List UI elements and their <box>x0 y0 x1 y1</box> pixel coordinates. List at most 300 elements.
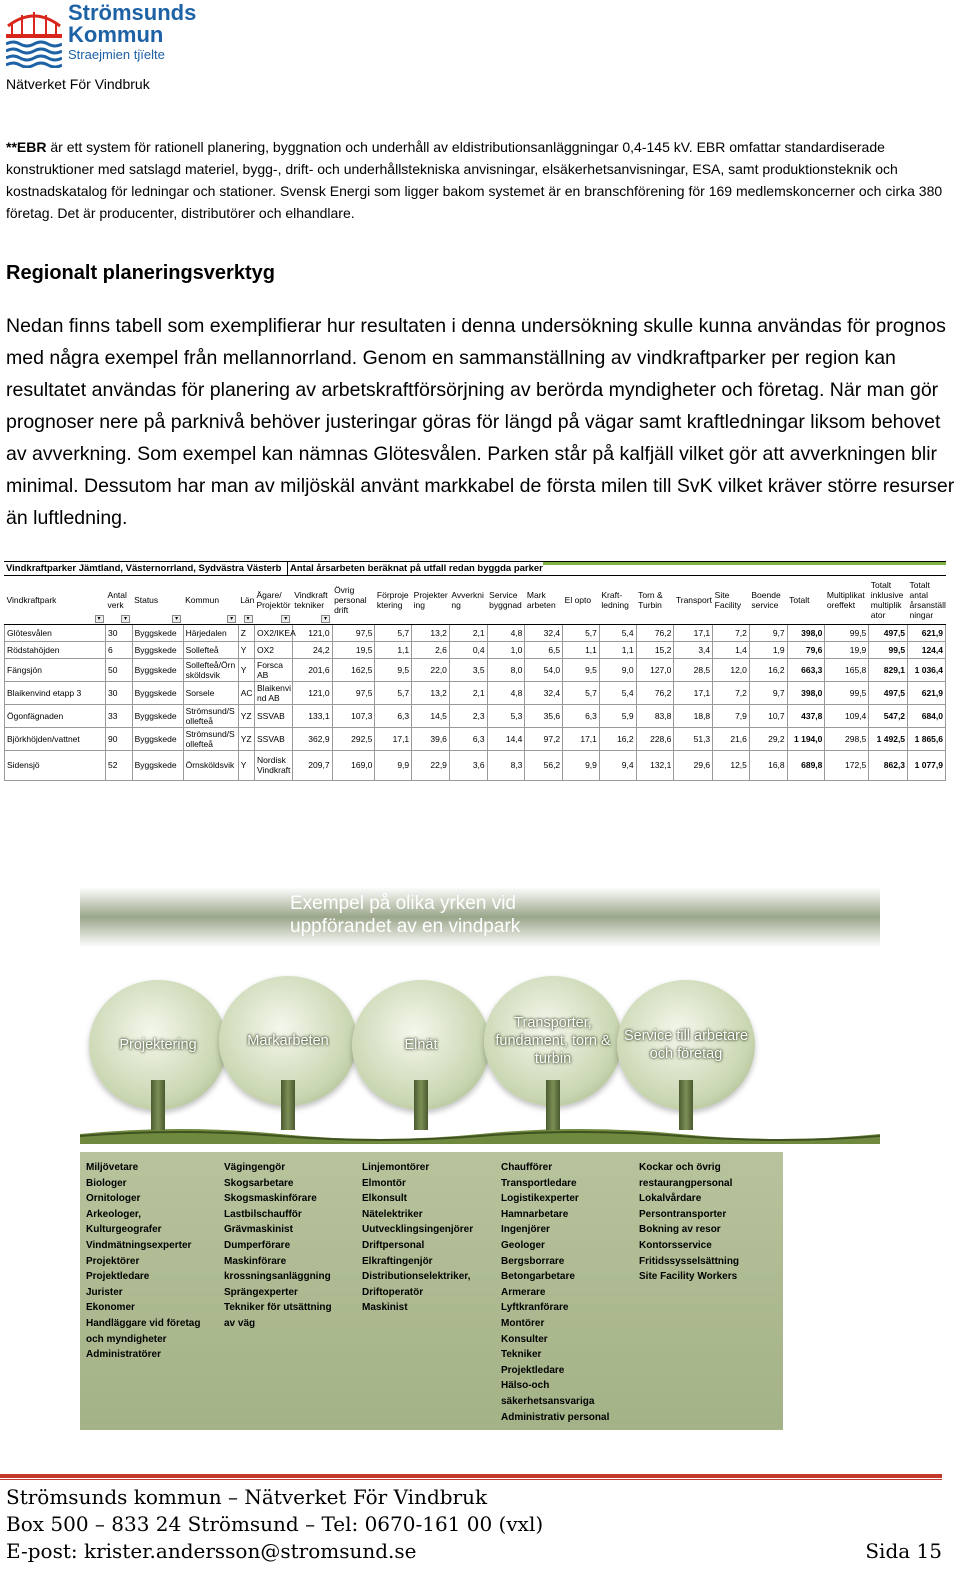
stage-stem <box>281 1080 295 1130</box>
windpark-table <box>4 576 946 781</box>
table-row <box>5 727 946 750</box>
job-item: Bokning av resor <box>639 1224 721 1236</box>
table-cell: 97,5 <box>332 681 375 704</box>
table-cell: 99,5 <box>869 641 908 658</box>
table-cell: 228,6 <box>636 727 674 750</box>
table-cell: 9,7 <box>749 624 787 641</box>
job-item: Biologer <box>86 1177 127 1189</box>
column-header: Projekter ing <box>412 576 450 624</box>
table-cell: 547,2 <box>869 704 908 727</box>
table-cell: 3,5 <box>449 658 487 681</box>
job-item: Skogsarbetare <box>224 1177 294 1189</box>
table-cell: 9,9 <box>563 750 600 780</box>
table-cell: 121,0 <box>292 624 332 641</box>
job-item: Distributionselektriker, <box>362 1271 471 1283</box>
job-item: Administrativ personal <box>501 1411 610 1423</box>
diagram-ground-icon <box>80 1122 880 1144</box>
table-cell: 5,3 <box>487 704 525 727</box>
table-cell: 28,5 <box>674 658 713 681</box>
table-cell: 1,1 <box>375 641 412 658</box>
table-cell: 79,6 <box>787 641 825 658</box>
stage-stem <box>151 1080 165 1130</box>
job-item: Driftpersonal <box>362 1239 425 1251</box>
job-item: Elkonsult <box>362 1193 408 1205</box>
table-cell: 56,2 <box>525 750 563 780</box>
job-item: Projektörer <box>86 1255 140 1267</box>
table-cell: Byggskede <box>132 641 183 658</box>
job-item: Geologer <box>501 1239 545 1251</box>
page-footer <box>6 1484 942 1565</box>
stage-label: Transporter, fundament, torn & turbin <box>495 1015 611 1067</box>
table-cell: 4,8 <box>487 681 525 704</box>
stage-label: Markarbeten <box>247 1033 329 1049</box>
table-cell: Y <box>238 750 254 780</box>
table-cell: 14,4 <box>487 727 525 750</box>
table-cell: 2,3 <box>449 704 487 727</box>
column-header: El opto <box>563 576 600 624</box>
column-header: Kommun ▾ <box>183 576 238 624</box>
table-cell: SSVAB <box>255 704 293 727</box>
job-item: krossningsanläggning <box>224 1271 331 1283</box>
occupations-diagram <box>80 862 880 1442</box>
table-cell: 0,4 <box>449 641 487 658</box>
jobs-box <box>356 1152 506 1430</box>
table-cell: 17,1 <box>563 727 600 750</box>
job-item: Handläggare vid företag <box>86 1317 201 1329</box>
table-cell: Y <box>238 641 254 658</box>
table-cell: 165,8 <box>825 658 869 681</box>
table-cell: Byggskede <box>132 704 183 727</box>
table-cell: Byggskede <box>132 658 183 681</box>
table-cell: 2,1 <box>449 624 487 641</box>
table-cell: 17,1 <box>674 624 713 641</box>
filter-dropdown-icon[interactable]: ▾ <box>172 615 181 623</box>
ebr-text: är ett system för rationell planering, byggnation och underhåll av eldistributionsanläggningar 0,4-145 kV. EBR omfattar standardiserade konstruktioner med satslagd materiel, bygg-, drift- och underhållstekniska anvisningar, elsäkerhetsanvisningar, ESA, samt produktionsteknik och kostnadskatalog för ledningar och stationer. Svensk Energi som ligger bakom systemet är en branschförening för 169 medlemskoncerner och cirka 380 företag. Det är producenter, distributörer och elhandlare. <box>6 139 943 221</box>
table-cell: Byggskede <box>132 681 183 704</box>
job-item: Projektledare <box>501 1364 565 1376</box>
table-cell: 13,2 <box>412 681 450 704</box>
table-cell: 8,3 <box>487 750 525 780</box>
table-cell: 29,6 <box>674 750 713 780</box>
column-header: Vindkraftpark ▾ <box>5 576 106 624</box>
job-item: säkerhetsansvariga <box>501 1395 595 1407</box>
job-item: Chaufförer <box>501 1162 553 1173</box>
table-cell: 9,5 <box>375 658 412 681</box>
table-cell: Fängsjön <box>5 658 106 681</box>
diagram-banner <box>80 862 880 952</box>
column-header: Mark arbeten <box>525 576 563 624</box>
jobs-box <box>633 1152 783 1430</box>
stage-stem <box>679 1080 693 1130</box>
column-header: Totalt <box>787 576 825 624</box>
table-cell: 35,6 <box>525 704 563 727</box>
page-header <box>0 0 960 100</box>
table-caption <box>4 561 946 576</box>
table-cell: AC <box>238 681 254 704</box>
table-cell: 6 <box>106 641 133 658</box>
table-cell: 292,5 <box>332 727 375 750</box>
table-cell: YZ <box>238 704 254 727</box>
stage-label: Projektering <box>119 1037 197 1053</box>
table-cell: 1 077,9 <box>908 750 946 780</box>
table-cell: 1 036,4 <box>908 658 946 681</box>
job-item: Bergsborrare <box>501 1255 565 1267</box>
table-cell: 1,4 <box>713 641 750 658</box>
job-item: Elkraftingenjör <box>362 1255 433 1267</box>
table-cell: 621,9 <box>908 624 946 641</box>
table-cell: 14,5 <box>412 704 450 727</box>
table-cell: Y <box>238 658 254 681</box>
table-cell: Ögonfägnaden <box>5 704 106 727</box>
job-item: restaurangpersonal <box>639 1177 733 1189</box>
job-item: Site Facility Workers <box>639 1271 738 1283</box>
table-cell: Björkhöjden/vattnet <box>5 727 106 750</box>
table-cell: 8,0 <box>487 658 525 681</box>
job-item: Kockar och övrig <box>639 1162 721 1173</box>
footer-line-2: Box 500 – 833 24 Strömsund – Tel: 0670-161 00 (vxl) <box>6 1512 544 1536</box>
table-cell: 6,3 <box>375 704 412 727</box>
table-cell: 52 <box>106 750 133 780</box>
table-cell: Härjedalen <box>183 624 238 641</box>
table-cell: 121,0 <box>292 681 332 704</box>
job-item: Hamnarbetare <box>501 1208 569 1220</box>
table-cell: 16,2 <box>749 658 787 681</box>
column-header: Totalt inklusive multiplik ator <box>869 576 908 624</box>
column-header: Status ▾ <box>132 576 183 624</box>
table-cell: Sidensjö <box>5 750 106 780</box>
column-header: Avverkni ng <box>449 576 487 624</box>
column-header: Övrig personal drift <box>332 576 375 624</box>
stage-stem <box>414 1080 428 1130</box>
table-cell: 21,6 <box>713 727 750 750</box>
table-cell: 9,0 <box>599 658 636 681</box>
filter-dropdown-icon[interactable]: ▾ <box>281 615 290 623</box>
job-item: Ornitologer <box>86 1193 141 1205</box>
table-cell: 30 <box>106 681 133 704</box>
table-cell: 83,8 <box>636 704 674 727</box>
table-cell: 39,6 <box>412 727 450 750</box>
jobs-box <box>218 1152 368 1430</box>
table-cell: 16,8 <box>749 750 787 780</box>
column-header: Transport <box>674 576 713 624</box>
job-item: Maskinist <box>362 1302 408 1314</box>
stage-label: Service till arbetare och företag <box>623 1028 749 1062</box>
job-item: Hälso-och <box>501 1380 550 1392</box>
table-cell: Strömsund/S ollefteå <box>183 727 238 750</box>
table-cell: 99,5 <box>825 624 869 641</box>
table-cell: 127,0 <box>636 658 674 681</box>
column-header: Service byggnad <box>487 576 525 624</box>
column-header: Antal verk ▾ <box>106 576 133 624</box>
column-header: Vindkraft tekniker ▾ <box>292 576 332 624</box>
table-cell: Blaikenvi nd AB <box>255 681 293 704</box>
table-cell: 3,6 <box>449 750 487 780</box>
jobs-box <box>495 1152 645 1430</box>
table-cell: 1,0 <box>487 641 525 658</box>
table-cell: 107,3 <box>332 704 375 727</box>
table-cell: 19,5 <box>332 641 375 658</box>
table-cell: 829,1 <box>869 658 908 681</box>
table-cell: 1 865,6 <box>908 727 946 750</box>
table-cell: 124,4 <box>908 641 946 658</box>
table-row <box>5 658 946 681</box>
table-cell: 30 <box>106 624 133 641</box>
table-cell: Strömsund/S ollefteå <box>183 704 238 727</box>
table-cell: 5,7 <box>375 624 412 641</box>
table-cell: 76,2 <box>636 681 674 704</box>
table-cell: 12,0 <box>713 658 750 681</box>
job-item: Projektledare <box>86 1271 150 1283</box>
job-item: Sprängexperter <box>224 1286 298 1298</box>
job-item: Kontorsservice <box>639 1239 712 1251</box>
table-cell: 862,3 <box>869 750 908 780</box>
table-cell: 5,4 <box>599 681 636 704</box>
table-cell: Örnsköldsvik <box>183 750 238 780</box>
table-cell: 689,8 <box>787 750 825 780</box>
table-cell: 7,2 <box>713 624 750 641</box>
job-item: Nätelektriker <box>362 1208 423 1220</box>
table-cell: 29,2 <box>749 727 787 750</box>
table-cell: 1,9 <box>749 641 787 658</box>
table-cell: 4,8 <box>487 624 525 641</box>
column-header: Förproje ktering <box>375 576 412 624</box>
job-item: Elmontör <box>362 1177 406 1189</box>
table-cell: 162,5 <box>332 658 375 681</box>
job-item: Arkeologer, <box>86 1208 142 1220</box>
table-cell: 33 <box>106 704 133 727</box>
table-caption-accent <box>543 562 946 575</box>
stage-stem <box>546 1080 560 1130</box>
table-cell: 5,7 <box>375 681 412 704</box>
page-number: Sida 15 <box>865 1539 942 1563</box>
table-cell: SSVAB <box>255 727 293 750</box>
table-cell: 18,8 <box>674 704 713 727</box>
table-cell: Z <box>238 624 254 641</box>
table-cell: 22,0 <box>412 658 450 681</box>
job-item: Maskinförare <box>224 1255 287 1267</box>
filter-dropdown-icon[interactable]: ▾ <box>227 615 236 623</box>
table-cell: Sollefteå <box>183 641 238 658</box>
job-item: Montörer <box>501 1317 545 1329</box>
column-header: Site Facility <box>713 576 750 624</box>
job-item: Persontransporter <box>639 1208 727 1220</box>
job-item: Fritidssysselsättning <box>639 1255 740 1267</box>
table-cell: 17,1 <box>674 681 713 704</box>
body-paragraph: Nedan finns tabell som exemplifierar hur resultaten i denna undersökning skulle kunna användas för prognos med några exempel från mellannorrland. Genom en sammanställning av vindkraftparker per region kan resultatet användas för planering av arbetskraftförsörjning av berörda myndigheter och företag. När man gör prognoser nere på parknivå behöver justeringar göras för längd på vägar samt kraftledningar liksom behovet av avverkning. Som exempel kan nämnas Glötesvålen. Parken står på kalfjäll vilket gör att avverkningen blir minimal. Dessutom har man av miljöskäl använt markkabel de första milen till SvK vilket kräver större resurser än luftledning. <box>6 315 955 529</box>
table-cell: 97,5 <box>332 624 375 641</box>
table-cell: 398,0 <box>787 681 825 704</box>
table-cell: 16,2 <box>599 727 636 750</box>
table-cell: 1 492,5 <box>869 727 908 750</box>
table-cell: Glötesvålen <box>5 624 106 641</box>
table-cell: 1,1 <box>563 641 600 658</box>
job-item: Uutvecklingsingenjörer <box>362 1224 474 1236</box>
stage-label: Elnät <box>404 1037 438 1053</box>
table-cell: 684,0 <box>908 704 946 727</box>
table-cell: 9,7 <box>749 681 787 704</box>
table-cell: 132,1 <box>636 750 674 780</box>
table-cell: 97,2 <box>525 727 563 750</box>
logo-line-1: Strömsunds <box>68 0 197 25</box>
table-cell: 12,5 <box>713 750 750 780</box>
table-cell: 32,4 <box>525 681 563 704</box>
column-header: Ägare/ Projektör ▾ <box>255 576 293 624</box>
table-cell: 172,5 <box>825 750 869 780</box>
table-cell: Rödstahöjden <box>5 641 106 658</box>
table-cell: 51,3 <box>674 727 713 750</box>
windpark-table-container <box>4 561 946 781</box>
jobs-box <box>80 1152 230 1430</box>
job-item: Logistikexperter <box>501 1193 579 1205</box>
table-cell: 437,8 <box>787 704 825 727</box>
kommun-logo-icon <box>6 4 62 68</box>
job-item: Betongarbetare <box>501 1271 575 1283</box>
footer-line-1: Strömsunds kommun – Nätverket För Vindbruk <box>6 1485 488 1509</box>
diagram-title: Exempel på olika yrken vid uppförandet av en vindpark <box>290 893 521 937</box>
table-cell: 298,5 <box>825 727 869 750</box>
job-item: Miljövetare <box>86 1162 139 1173</box>
column-header: Kraft- ledning <box>599 576 636 624</box>
job-item: Driftoperatör <box>362 1286 424 1298</box>
table-cell: 398,0 <box>787 624 825 641</box>
job-item: Dumperförare <box>224 1239 291 1251</box>
table-cell: Byggskede <box>132 624 183 641</box>
table-cell: 7,2 <box>713 681 750 704</box>
table-cell: 497,5 <box>869 681 908 704</box>
job-item: Transportledare <box>501 1177 577 1189</box>
table-cell: 5,7 <box>563 624 600 641</box>
table-cell: Blaikenvind etapp 3 <box>5 681 106 704</box>
table-cell: 10,7 <box>749 704 787 727</box>
table-caption-left: Vindkraftparker Jämtland, Västernorrland, Sydvästra Västerb <box>4 562 288 575</box>
table-cell: 9,9 <box>375 750 412 780</box>
logo-line-3: Straejmien tjïelte <box>68 47 165 62</box>
table-cell: 50 <box>106 658 133 681</box>
footer-rule <box>0 1474 942 1480</box>
table-row <box>5 641 946 658</box>
job-item: Vägingengör <box>224 1162 286 1173</box>
job-item: Tekniker för utsättning <box>224 1302 332 1314</box>
table-cell: Byggskede <box>132 750 183 780</box>
job-item: Skogsmaskinförare <box>224 1193 317 1205</box>
job-item: Lastbilschaufför <box>224 1208 302 1220</box>
job-item: Grävmaskinist <box>224 1224 293 1236</box>
job-item: Linjemontörer <box>362 1162 430 1173</box>
table-header-row <box>5 576 946 624</box>
job-item: Konsulter <box>501 1333 548 1345</box>
table-cell: 109,4 <box>825 704 869 727</box>
table-cell: YZ <box>238 727 254 750</box>
table-cell: 15,2 <box>636 641 674 658</box>
table-cell: 209,7 <box>292 750 332 780</box>
table-cell: 497,5 <box>869 624 908 641</box>
filter-dropdown-icon[interactable]: ▾ <box>95 615 104 623</box>
table-cell: 5,4 <box>599 624 636 641</box>
table-cell: Sollefteå/Örn sköldsvik <box>183 658 238 681</box>
table-cell: 5,9 <box>599 704 636 727</box>
footer-line-3: E-post: krister.andersson@stromsund.se <box>6 1539 417 1563</box>
table-cell: 7,9 <box>713 704 750 727</box>
table-cell: 6,5 <box>525 641 563 658</box>
table-cell: 17,1 <box>375 727 412 750</box>
job-item: Vindmätningsexperter <box>86 1239 192 1251</box>
job-item: Tekniker <box>501 1349 542 1361</box>
filter-dropdown-icon[interactable]: ▾ <box>121 615 130 623</box>
table-cell: 6,3 <box>563 704 600 727</box>
table-cell: Forsca AB <box>255 658 293 681</box>
table-cell: 5,7 <box>563 681 600 704</box>
table-cell: 621,9 <box>908 681 946 704</box>
column-header: Län ▾ <box>238 576 254 624</box>
column-header: Multiplikat oreffekt <box>825 576 869 624</box>
table-row <box>5 750 946 780</box>
table-cell: 54,0 <box>525 658 563 681</box>
table-cell: 663,3 <box>787 658 825 681</box>
header-subtitle: Nätverket För Vindbruk <box>6 76 150 92</box>
table-row <box>5 624 946 641</box>
table-cell: Byggskede <box>132 727 183 750</box>
table-cell: Nordisk Vindkraft <box>255 750 293 780</box>
table-cell: Sorsele <box>183 681 238 704</box>
job-item: Armerare <box>501 1286 546 1298</box>
table-cell: 2,1 <box>449 681 487 704</box>
table-cell: 362,9 <box>292 727 332 750</box>
table-cell: 9,5 <box>563 658 600 681</box>
filter-dropdown-icon[interactable]: ▾ <box>244 615 253 623</box>
table-cell: 3,4 <box>674 641 713 658</box>
table-cell: 169,0 <box>332 750 375 780</box>
table-cell: 1,1 <box>599 641 636 658</box>
table-cell: 133,1 <box>292 704 332 727</box>
filter-dropdown-icon[interactable]: ▾ <box>321 615 330 623</box>
table-cell: OX2 <box>255 641 293 658</box>
table-cell: 13,2 <box>412 624 450 641</box>
table-cell: 90 <box>106 727 133 750</box>
table-cell: 32,4 <box>525 624 563 641</box>
job-item: Ingenjörer <box>501 1224 550 1236</box>
job-item: Ekonomer <box>86 1302 135 1314</box>
ebr-paragraph <box>6 136 946 224</box>
job-item: och myndigheter <box>86 1333 167 1345</box>
table-cell: OX2/IKEA <box>255 624 293 641</box>
job-item: Administratörer <box>86 1349 162 1361</box>
column-header: Totalt antal årsanställ ningar <box>908 576 946 624</box>
logo-line-2: Kommun <box>68 22 164 47</box>
table-cell: 99,5 <box>825 681 869 704</box>
table-cell: 19,9 <box>825 641 869 658</box>
table-row <box>5 704 946 727</box>
column-header: Torn & Turbin <box>636 576 674 624</box>
table-cell: 2,6 <box>412 641 450 658</box>
job-item: Lokalvårdare <box>639 1193 702 1205</box>
table-cell: 24,2 <box>292 641 332 658</box>
job-item: Lyftkranförare <box>501 1302 569 1314</box>
logo-wordmark <box>68 2 196 64</box>
job-item: Kulturgeografer <box>86 1224 162 1236</box>
table-cell: 201,6 <box>292 658 332 681</box>
table-cell: 22,9 <box>412 750 450 780</box>
table-cell: 6,3 <box>449 727 487 750</box>
table-caption-right: Antal årsarbeten beräknat på utfall redan byggda parker <box>290 563 543 574</box>
ebr-lead: **EBR <box>6 139 47 155</box>
table-cell: 1 194,0 <box>787 727 825 750</box>
job-item: Jurister <box>86 1286 123 1298</box>
job-item: av väg <box>224 1317 256 1329</box>
table-cell: 76,2 <box>636 624 674 641</box>
column-header: Boende service <box>749 576 787 624</box>
table-row <box>5 681 946 704</box>
table-cell: 9,4 <box>599 750 636 780</box>
